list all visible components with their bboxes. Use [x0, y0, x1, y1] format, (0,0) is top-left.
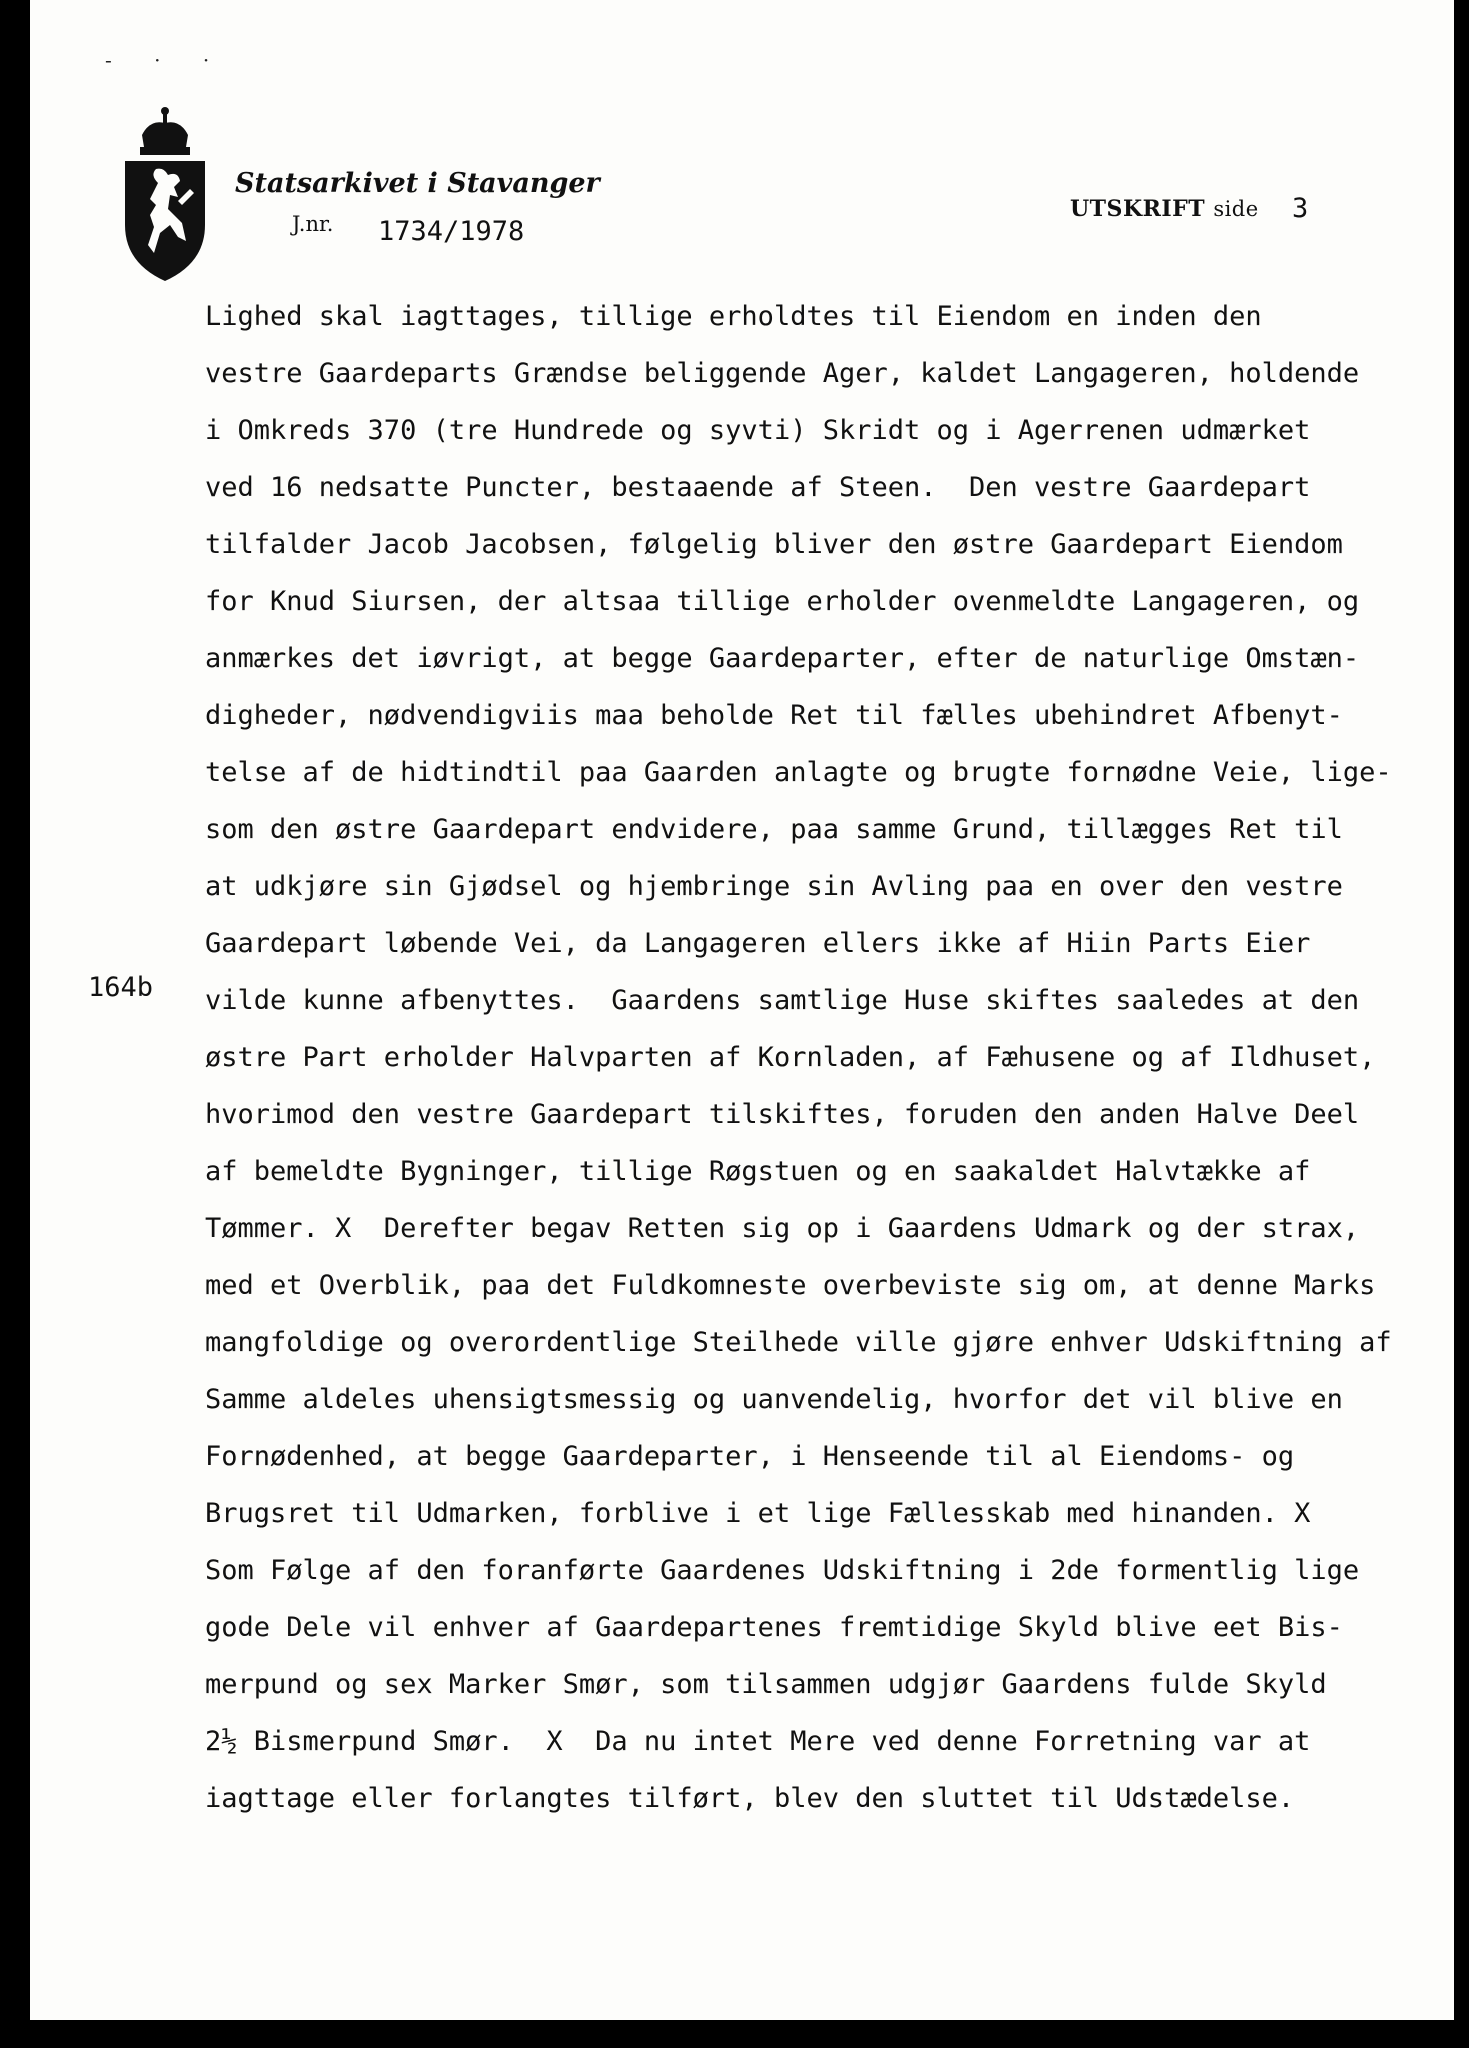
text-line: Som Følge af den foranførte Gaardenes Udskiftning i 2de formentlig lige: [205, 1555, 1360, 1586]
text-line: hvorimod den vestre Gaardepart tilskiftes, foruden den anden Halve Deel: [205, 1099, 1360, 1130]
text-line: digheder, nødvendigviis maa beholde Ret til fælles ubehindret Afbenyt-: [205, 700, 1343, 731]
text-line: at udkjøre sin Gjødsel og hjembringe sin Avling paa en over den vestre: [205, 871, 1343, 902]
text-line: Lighed skal iagttages, tillige erholdtes til Eiendom en inden den: [205, 301, 1262, 332]
text-line: 2½ Bismerpund Smør. X Da nu intet Mere ved denne Forretning var at: [205, 1726, 1311, 1757]
transcription-body: [205, 288, 1469, 1827]
text-line: for Knud Siursen, der altsaa tillige erholder ovenmeldte Langageren, og: [205, 586, 1360, 617]
scan-specks: - · ·: [105, 48, 228, 72]
text-line: merpund og sex Marker Smør, som tilsammen udgjør Gaardens fulde Skyld: [205, 1669, 1327, 1700]
text-line: Samme aldeles uhensigtsmessig og uanvendelig, hvorfor det vil blive en: [205, 1384, 1343, 1415]
text-line: med et Overblik, paa det Fuldkomneste overbeviste sig om, at denne Marks: [205, 1270, 1376, 1301]
text-line: Fornødenhed, at begge Gaardeparter, i Henseende til al Eiendoms- og: [205, 1441, 1295, 1472]
text-line: som den østre Gaardepart endvidere, paa samme Grund, tillægges Ret til: [205, 814, 1343, 845]
text-line: af bemeldte Bygninger, tillige Røgstuen og en saakaldet Halvtække af: [205, 1156, 1311, 1187]
text-line: mangfoldige og overordentlige Steilhede ville gjøre enhver Udskiftning af: [205, 1327, 1392, 1358]
text-line: ved 16 nedsatte Puncter, bestaaende af Steen. Den vestre Gaardepart: [205, 472, 1311, 503]
archive-name: Statsarkivet i Stavanger: [235, 168, 600, 199]
side-label: side: [1213, 197, 1259, 221]
text-line: telse af de hidtindtil paa Gaarden anlagte og brugte fornødne Veie, lige-: [205, 757, 1392, 788]
text-line: tilfalder Jacob Jacobsen, følgelig bliver den østre Gaardepart Eiendom: [205, 529, 1343, 560]
text-line: i Omkreds 370 (tre Hundrede og syvti) Skridt og i Agerrenen udmærket: [205, 415, 1311, 446]
text-line: gode Dele vil enhver af Gaardepartenes fremtidige Skyld blive eet Bis-: [205, 1612, 1343, 1643]
coat-of-arms-icon: [120, 105, 210, 285]
text-line: østre Part erholder Halvparten af Kornladen, af Fæhusene og af Ildhuset,: [205, 1042, 1376, 1073]
text-line: Gaardepart løbende Vei, da Langageren ellers ikke af Hiin Parts Eier: [205, 928, 1311, 959]
text-line: Brugsret til Udmarken, forblive i et lige Fællesskab med hinanden. X: [205, 1498, 1311, 1529]
text-line: iagttage eller forlangtes tilført, blev den sluttet til Udstædelse.: [205, 1783, 1295, 1814]
text-line: Tømmer. X Derefter begav Retten sig op i Gaardens Udmark og der strax,: [205, 1213, 1360, 1244]
page-number: 3: [1292, 193, 1309, 224]
journal-number-label: J.nr.: [292, 212, 334, 236]
utskrift-heading: [1070, 196, 1259, 222]
utskrift-label: UTSKRIFT: [1070, 196, 1206, 222]
document-page: [30, 0, 1454, 2020]
text-line: vestre Gaardeparts Grændse beliggende Ager, kaldet Langageren, holdende: [205, 358, 1360, 389]
margin-folio-note: 164b: [88, 972, 154, 1003]
journal-number: 1734/1978: [378, 216, 525, 247]
text-line: anmærkes det iøvrigt, at begge Gaardeparter, efter de naturlige Omstæn-: [205, 643, 1360, 674]
text-line: vilde kunne afbenyttes. Gaardens samtlige Huse skiftes saaledes at den: [205, 985, 1360, 1016]
